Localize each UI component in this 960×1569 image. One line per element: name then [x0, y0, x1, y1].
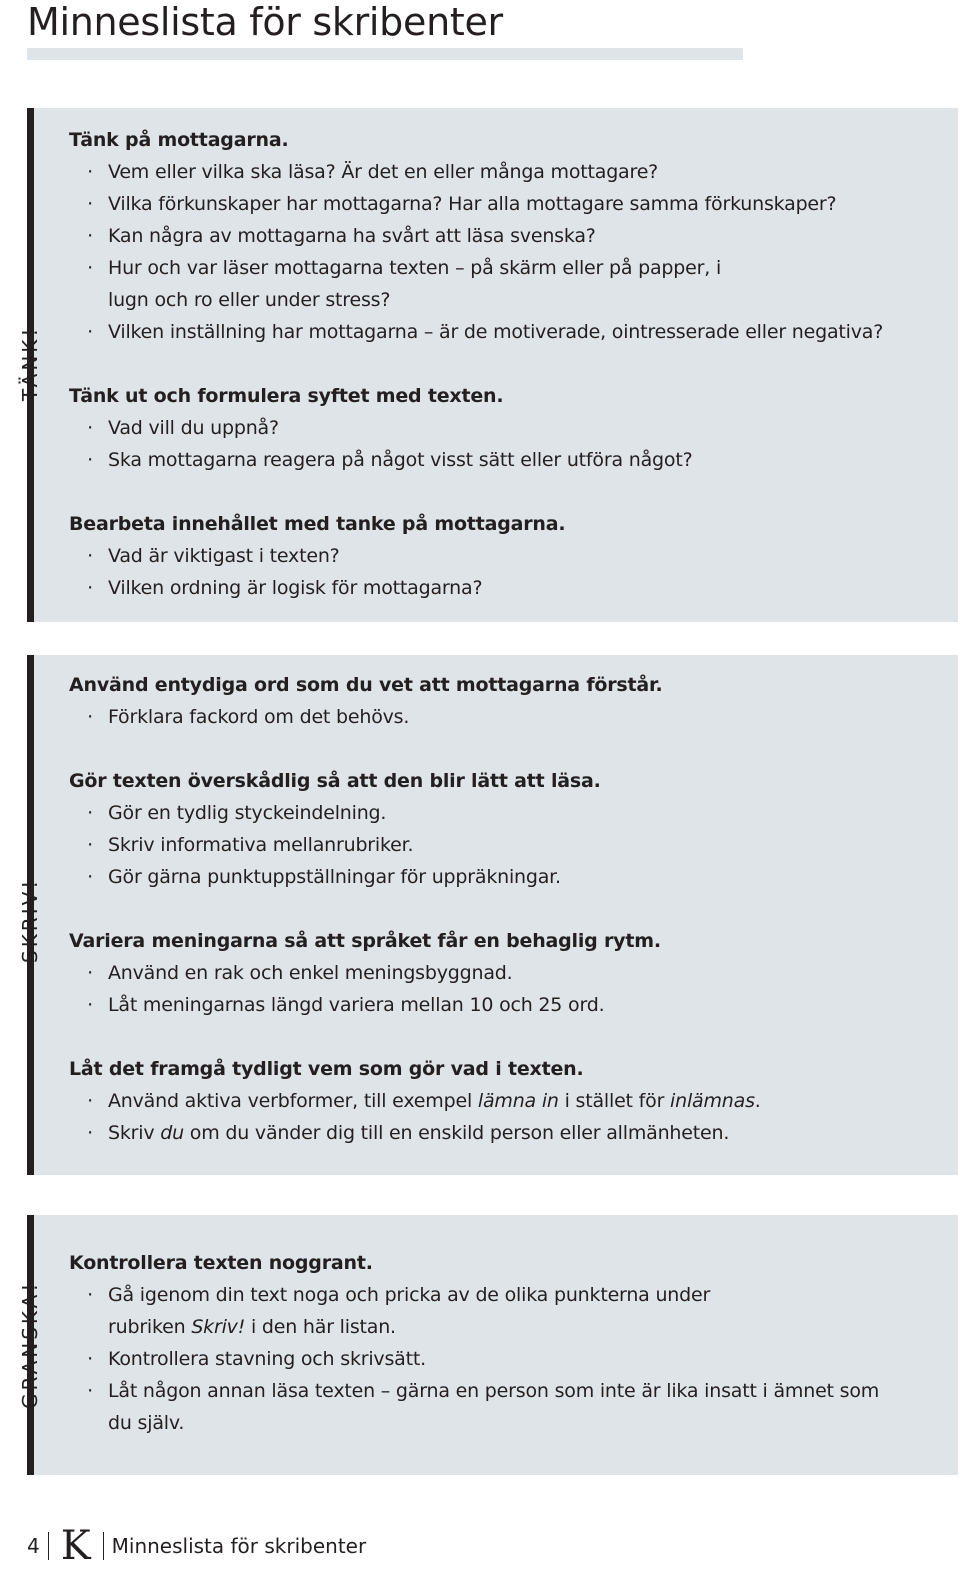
list-item: · Skriv informativa mellanrubriker. [87, 834, 414, 856]
bullet-list [69, 156, 948, 348]
group-overview [69, 765, 948, 893]
list-item: · Använd aktiva verbformer, till exempel lämna in i stället för inlämnas. [87, 1090, 761, 1112]
group-heading: Tänk ut och formulera syftet med texten. [69, 385, 504, 407]
list-item: · Använd en rak och enkel meningsbyggnad. [87, 962, 513, 984]
section-review [18, 1215, 958, 1475]
group-heading: Låt det framgå tydligt vem som gör vad i texten. [69, 1058, 584, 1080]
group-rhythm [69, 925, 948, 1021]
title-underline-bar [27, 48, 743, 60]
bullet-list [69, 412, 948, 476]
bullet-list [69, 957, 948, 1021]
bullet-list [69, 540, 948, 604]
page-number: 4 [27, 1534, 40, 1558]
group-content [69, 508, 948, 604]
list-item: · Gör en tydlig styckeindelning. [87, 802, 387, 824]
list-item: · Låt någon annan läsa texten – gärna en person som inte är lika insatt i ämnet som du själv. [87, 1380, 880, 1434]
list-item: · Gör gärna punktuppställningar för uppräkningar. [87, 866, 561, 888]
list-item: · Vad är viktigast i texten? [87, 545, 340, 567]
group-recipients [69, 124, 948, 348]
group-heading: Tänk på mottagarna. [69, 129, 289, 151]
bullet-list [69, 1279, 948, 1439]
group-heading: Kontrollera texten noggrant. [69, 1252, 373, 1274]
section-write [18, 655, 958, 1175]
list-item: · Vilken inställning har mottagarna – är de motiverade, ointresserade eller negativa? [87, 321, 884, 343]
bullet-list [69, 701, 948, 733]
group-heading: Variera meningarna så att språket får en behaglig rytm. [69, 930, 661, 952]
section-label-review: GRANSKA! [18, 1280, 42, 1410]
group-words [69, 669, 948, 733]
list-item: · Vad vill du uppnå? [87, 417, 279, 439]
page-title: Minneslista för skribenter [27, 0, 503, 44]
footer-divider [48, 1532, 49, 1560]
list-item: · Låt meningarnas längd variera mellan 10 och 25 ord. [87, 994, 605, 1016]
list-item: · Gå igenom din text noga och pricka av de olika punkterna under rubriken Skriv! i den här listan. [87, 1284, 711, 1338]
page-footer [27, 1524, 366, 1568]
section-label-think: TÄNK! [18, 325, 42, 401]
k-logo-icon: K [60, 1523, 91, 1569]
group-heading: Bearbeta innehållet med tanke på mottagarna. [69, 513, 566, 535]
list-item: · Skriv du om du vänder dig till en enskild person eller allmänheten. [87, 1122, 730, 1144]
group-purpose [69, 380, 948, 476]
list-item: · Kontrollera stavning och skrivsätt. [87, 1348, 426, 1370]
group-who-does-what [69, 1053, 948, 1149]
group-check [69, 1247, 948, 1439]
bullet-list [69, 1085, 948, 1149]
list-item: · Ska mottagarna reagera på något visst sätt eller utföra något? [87, 449, 693, 471]
list-item: · Vilka förkunskaper har mottagarna? Har alla mottagare samma förkunskaper? [87, 193, 837, 215]
bullet-list [69, 797, 948, 893]
group-heading: Använd entydiga ord som du vet att mottagarna förstår. [69, 674, 663, 696]
list-item: · Hur och var läser mottagarna texten – på skärm eller på papper, i lugn och ro eller under stress? [87, 257, 722, 311]
list-item: · Förklara fackord om det behövs. [87, 706, 410, 728]
list-item: · Vilken ordning är logisk för mottagarna? [87, 577, 483, 599]
section-think [18, 108, 958, 622]
footer-title: Minneslista för skribenter [111, 1534, 367, 1558]
group-heading: Gör texten överskådlig så att den blir lätt att läsa. [69, 770, 601, 792]
list-item: · Vem eller vilka ska läsa? Är det en eller många mottagare? [87, 161, 659, 183]
section-label-write: SKRIV! [18, 877, 42, 963]
list-item: · Kan några av mottagarna ha svårt att läsa svenska? [87, 225, 596, 247]
footer-divider [103, 1532, 104, 1560]
